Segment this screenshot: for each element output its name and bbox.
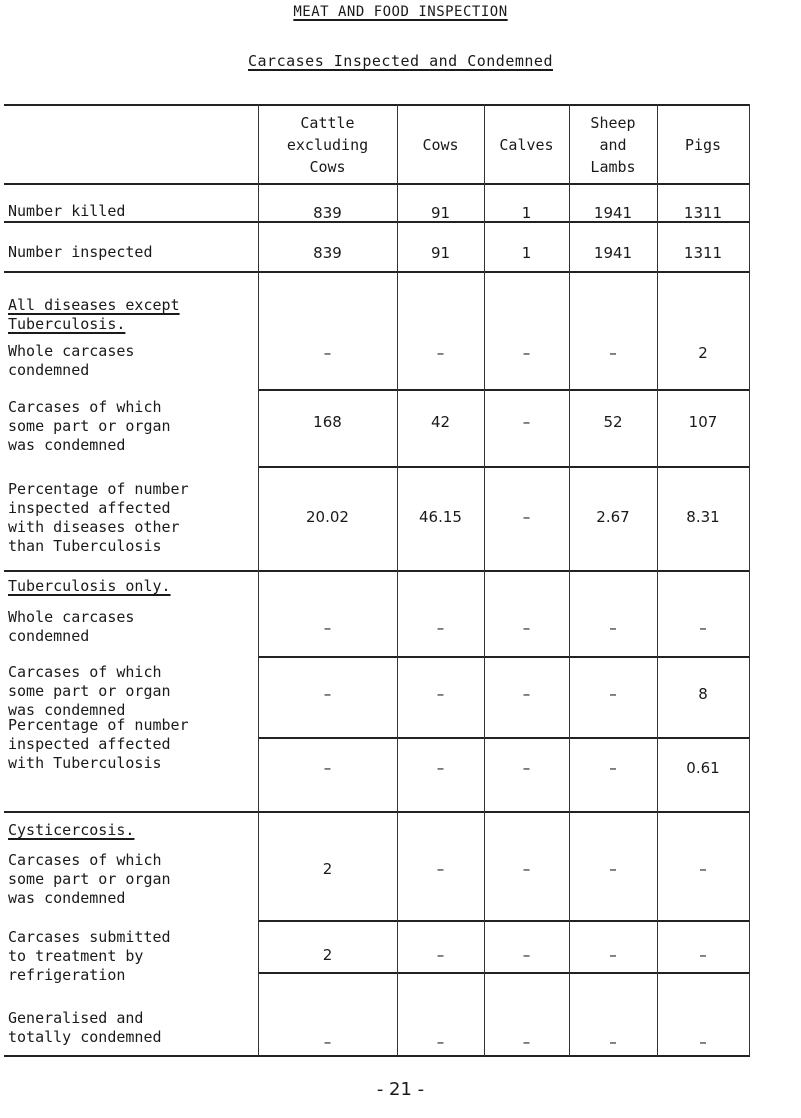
rule-data-5: [258, 972, 749, 974]
row-label: Carcases of which some part or organ was condemned: [8, 851, 171, 907]
table-cell: 107: [688, 413, 718, 431]
table-cell: –: [436, 1033, 445, 1051]
table-cell: –: [436, 685, 445, 703]
table-cell: 1311: [683, 244, 723, 262]
table-cell: 168: [313, 413, 342, 431]
table-cell: 8.31: [686, 508, 720, 526]
table-cell: –: [609, 759, 617, 777]
table-cell: 1: [521, 244, 532, 262]
table-cell: –: [699, 860, 707, 878]
row-label: Carcases of which some part or organ was condemned: [8, 663, 171, 719]
table-cell: 2: [322, 860, 333, 878]
table-cell: –: [323, 759, 332, 777]
rule-full-6: [4, 1055, 750, 1057]
table-cell: –: [522, 344, 531, 362]
table-cell: –: [323, 685, 332, 703]
section-heading: Tuberculosis only.: [8, 577, 171, 595]
row-label: Whole carcases condemned: [8, 608, 135, 645]
row-label: Carcases submitted to treatment by refrigeration: [8, 928, 171, 984]
table-cell: –: [699, 619, 707, 637]
table-cell: 2: [322, 946, 333, 964]
rule-data-0: [258, 389, 749, 391]
page-number: - 21 -: [376, 1079, 425, 1100]
table-cell: 1311: [683, 204, 723, 222]
table-cell: 8: [698, 685, 708, 703]
table-cell: 42: [430, 413, 451, 431]
table-cell: –: [323, 344, 332, 362]
column-header: Sheep and Lambs: [590, 113, 636, 176]
table-cell: –: [522, 685, 531, 703]
table-cell: –: [436, 759, 445, 777]
rule-data-3: [258, 737, 749, 739]
table-cell: –: [609, 860, 617, 878]
table-cell: 2.67: [596, 508, 630, 526]
table-cell: –: [323, 1033, 332, 1051]
row-label: Number killed: [8, 202, 126, 220]
table-cell: –: [699, 1033, 707, 1051]
table-cell: 0.61: [686, 759, 720, 777]
page-subtitle: Carcases Inspected and Condemned: [248, 52, 553, 70]
table-cell: 2: [698, 344, 708, 362]
table-cell: –: [436, 860, 445, 878]
table-cell: –: [436, 344, 445, 362]
table-cell: –: [522, 759, 531, 777]
table-cell: –: [609, 1033, 617, 1051]
column-rule-5: [749, 104, 750, 1056]
rule-full-5: [4, 811, 750, 813]
column-header: Calves: [499, 135, 554, 154]
row-label: Generalised and totally condemned: [8, 1009, 162, 1046]
row-label: Percentage of number inspected affected with Tuberculosis: [8, 716, 189, 772]
table-cell: –: [522, 619, 531, 637]
row-label: Whole carcases condemned: [8, 342, 135, 379]
column-header: Cattle excluding Cows: [286, 113, 369, 176]
table-cell: 52: [603, 413, 623, 431]
section-heading: Cysticercosis.: [8, 821, 135, 839]
rule-data-2: [258, 656, 749, 658]
table-cell: 46.15: [419, 508, 462, 526]
section-heading: All diseases except Tuberculosis.: [8, 296, 180, 333]
table-cell: –: [522, 413, 531, 431]
rule-data-4: [258, 920, 749, 922]
table-cell: –: [522, 946, 531, 964]
table-cell: –: [609, 619, 617, 637]
table-cell: –: [436, 946, 445, 964]
table-cell: –: [609, 344, 617, 362]
table-cell: 839: [313, 244, 342, 262]
table-cell: –: [609, 685, 617, 703]
column-header: Pigs: [684, 135, 722, 154]
row-label: Carcases of which some part or organ was condemned: [8, 398, 171, 454]
table-cell: –: [522, 860, 531, 878]
page-title: MEAT AND FOOD INSPECTION: [293, 4, 508, 20]
row-label: Percentage of number inspected affected with diseases other than Tuberculosis: [8, 480, 189, 555]
rule-full-3: [4, 271, 750, 273]
table-cell: –: [699, 946, 707, 964]
table-cell: 839: [313, 204, 342, 222]
rule-data-1: [258, 466, 749, 468]
row-label: Number inspected: [8, 243, 153, 261]
rule-full-4: [4, 570, 750, 572]
rule-full-1: [4, 183, 750, 185]
table-cell: 1941: [593, 244, 633, 262]
table-cell: –: [436, 619, 445, 637]
table-cell: –: [522, 508, 531, 526]
table-cell: 91: [430, 204, 451, 222]
column-header: Cows: [422, 135, 459, 154]
table-cell: –: [323, 619, 332, 637]
table-cell: 1941: [593, 204, 633, 222]
table-cell: 20.02: [306, 508, 349, 526]
table-cell: –: [522, 1033, 531, 1051]
table-cell: 91: [430, 244, 451, 262]
table-cell: 1: [521, 204, 532, 222]
table-cell: –: [609, 946, 617, 964]
